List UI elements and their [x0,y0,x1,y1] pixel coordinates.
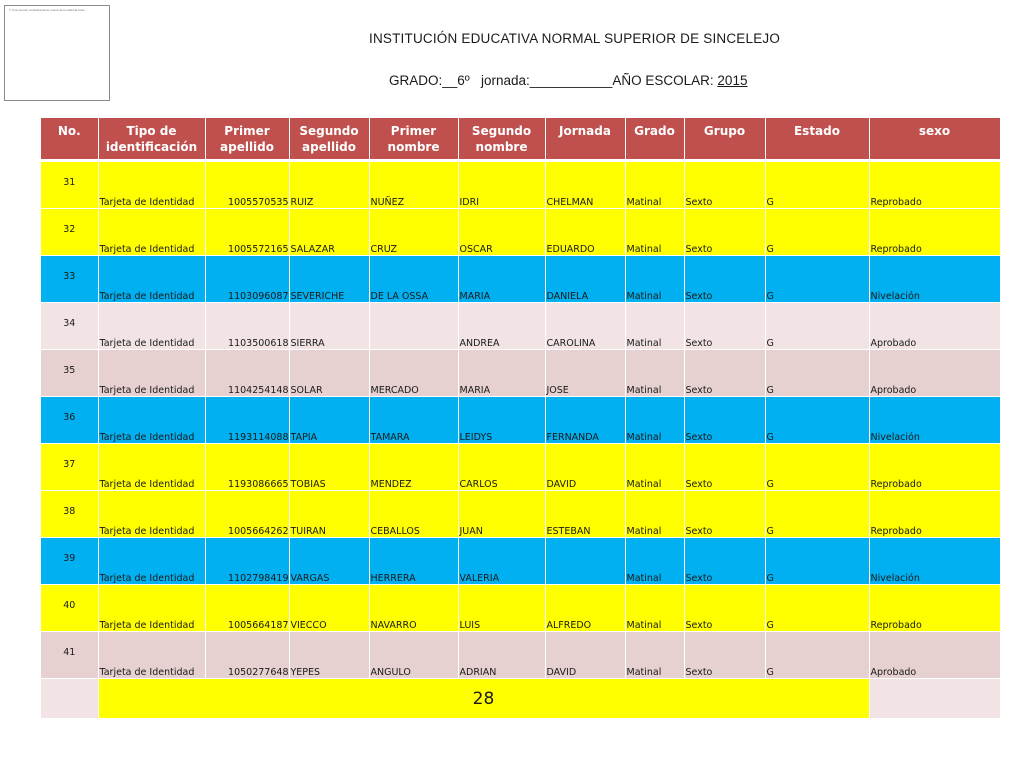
cell-grupo: G [765,397,869,444]
cell-tipo-identificacion: Tarjeta de Identidad [98,397,205,444]
cell-primer-nombre: OSCAR [458,209,545,256]
cell-grupo: G [765,162,869,209]
cell-tipo-identificacion: Tarjeta de Identidad [98,585,205,632]
cell-segundo-nombre: CAROLINA [545,303,625,350]
cell-identificacion: 1005664187 [205,585,289,632]
cell-estado: Nivelación [869,256,1000,303]
cell-grado: Sexto [684,350,765,397]
cell-segundo-nombre: CHELMAN [545,162,625,209]
logo-placeholder [4,5,110,101]
cell-segundo-apellido: TAMARA [369,397,458,444]
cell-grupo: G [765,632,869,679]
cell-identificacion: 1193086665 [205,444,289,491]
student-roster-table [41,118,1001,719]
cell-identificacion: 1005570535 [205,162,289,209]
table-row [41,350,1000,397]
cell-grupo: G [765,585,869,632]
cell-primer-nombre: JUAN [458,491,545,538]
cell-segundo-apellido: NUÑEZ [369,162,458,209]
cell-jornada: Matinal [625,162,684,209]
cell-tipo-identificacion: Tarjeta de Identidad [98,256,205,303]
table-row [41,162,1000,209]
cell-estado: Aprobado [869,350,1000,397]
cell-primer-apellido: SEVERICHE [289,256,369,303]
cell-segundo-nombre: ESTEBAN [545,491,625,538]
cell-no: 41 [41,632,98,679]
cell-segundo-apellido: NAVARRO [369,585,458,632]
cell-segundo-nombre: ALFREDO [545,585,625,632]
cell-estado: Nivelación [869,538,1000,585]
cell-tipo-identificacion: Tarjeta de Identidad [98,444,205,491]
column-header: Grupo [684,118,765,160]
column-header: Segundo nombre [458,118,545,160]
cell-identificacion: 1005664262 [205,491,289,538]
column-header: Segundo apellido [289,118,369,160]
cell-segundo-nombre: DAVID [545,444,625,491]
cell-segundo-nombre: DANIELA [545,256,625,303]
cell-grupo: G [765,350,869,397]
cell-grupo: G [765,491,869,538]
header-row [41,118,1000,160]
cell-no: 31 [41,162,98,209]
cell-tipo-identificacion: Tarjeta de Identidad [98,209,205,256]
cell-primer-nombre: MARIA [458,350,545,397]
cell-no: 34 [41,303,98,350]
table-row [41,632,1000,679]
cell-grado: Sexto [684,162,765,209]
cell-segundo-nombre: DAVID [545,632,625,679]
cell-tipo-identificacion: Tarjeta de Identidad [98,350,205,397]
cell-jornada: Matinal [625,397,684,444]
cell-primer-apellido: VIECCO [289,585,369,632]
table-row [41,491,1000,538]
cell-jornada: Matinal [625,303,684,350]
cell-no: 33 [41,256,98,303]
cell-primer-nombre: CARLOS [458,444,545,491]
cell-estado: Aprobado [869,632,1000,679]
total-blank-cell [41,679,98,719]
cell-grupo: G [765,209,869,256]
cell-primer-nombre: IDRI [458,162,545,209]
cell-primer-apellido: TAPIA [289,397,369,444]
cell-grado: Sexto [684,256,765,303]
cell-segundo-nombre: JOSE [545,350,625,397]
column-header: sexo [869,118,1000,160]
column-header: No. [41,118,98,160]
jornada-value: ___________ [529,73,613,88]
anio-value: 2015 [717,73,748,88]
table-row [41,209,1000,256]
cell-tipo-identificacion: Tarjeta de Identidad [98,491,205,538]
cell-primer-nombre: ANDREA [458,303,545,350]
cell-jornada: Matinal [625,256,684,303]
table-row [41,256,1000,303]
cell-grupo: G [765,303,869,350]
cell-identificacion: 1103096087 [205,256,289,303]
cell-no: 32 [41,209,98,256]
cell-estado: Reprobado [869,209,1000,256]
cell-primer-nombre: MARIA [458,256,545,303]
cell-no: 36 [41,397,98,444]
cell-primer-nombre: ADRIAN [458,632,545,679]
cell-estado: Reprobado [869,585,1000,632]
cell-no: 39 [41,538,98,585]
jornada-label: jornada: [481,73,530,88]
cell-estado: Nivelación [869,397,1000,444]
column-header: Tipo de identificación [98,118,205,160]
cell-grado: Sexto [684,444,765,491]
cell-primer-apellido: SALAZAR [289,209,369,256]
cell-segundo-nombre [545,538,625,585]
cell-grupo: G [765,444,869,491]
grado-value: __6º [442,73,470,88]
grado-label: GRADO: [389,73,443,88]
cell-estado: Reprobado [869,444,1000,491]
cell-grado: Sexto [684,585,765,632]
cell-no: 40 [41,585,98,632]
cell-primer-nombre: LUIS [458,585,545,632]
cell-segundo-nombre: FERNANDA [545,397,625,444]
table-row [41,303,1000,350]
anio-label: AÑO ESCOLAR: [612,73,718,88]
cell-segundo-apellido: HERRERA [369,538,458,585]
cell-tipo-identificacion: Tarjeta de Identidad [98,632,205,679]
table-row [41,538,1000,585]
cell-estado: Reprobado [869,162,1000,209]
table-row [41,444,1000,491]
cell-primer-apellido: SOLAR [289,350,369,397]
cell-grupo: G [765,538,869,585]
cell-grado: Sexto [684,538,765,585]
cell-segundo-apellido: CRUZ [369,209,458,256]
cell-identificacion: 1005572165 [205,209,289,256]
cell-segundo-apellido: MENDEZ [369,444,458,491]
cell-segundo-apellido [369,303,458,350]
cell-primer-apellido: YEPES [289,632,369,679]
cell-primer-apellido: TOBIAS [289,444,369,491]
cell-identificacion: 1050277648 [205,632,289,679]
cell-tipo-identificacion: Tarjeta de Identidad [98,538,205,585]
cell-no: 38 [41,491,98,538]
cell-jornada: Matinal [625,585,684,632]
cell-primer-apellido: VARGAS [289,538,369,585]
column-header: Grado [625,118,684,160]
cell-jornada: Matinal [625,491,684,538]
cell-jornada: Matinal [625,444,684,491]
cell-no: 35 [41,350,98,397]
total-row [41,679,1000,719]
cell-identificacion: 1103500618 [205,303,289,350]
cell-no: 37 [41,444,98,491]
cell-jornada: Matinal [625,350,684,397]
cell-grado: Sexto [684,209,765,256]
table-row [41,585,1000,632]
cell-estado: Aprobado [869,303,1000,350]
cell-segundo-nombre: EDUARDO [545,209,625,256]
total-blank-cell [869,679,1000,719]
total-count: 28 [98,679,869,719]
cell-segundo-apellido: MERCADO [369,350,458,397]
cell-grado: Sexto [684,491,765,538]
cell-tipo-identificacion: Tarjeta de Identidad [98,303,205,350]
page-title: INSTITUCIÓN EDUCATIVA NORMAL SUPERIOR DE SINCELEJO [369,31,781,46]
column-header: Jornada [545,118,625,160]
page-subtitle [389,73,747,88]
cell-jornada: Matinal [625,538,684,585]
cell-tipo-identificacion: Tarjeta de Identidad [98,162,205,209]
cell-estado: Reprobado [869,491,1000,538]
column-header: Primer apellido [205,118,289,160]
table-row [41,397,1000,444]
cell-primer-nombre: VALERIA [458,538,545,585]
cell-grupo: G [765,256,869,303]
cell-segundo-apellido: DE LA OSSA [369,256,458,303]
cell-grado: Sexto [684,632,765,679]
cell-grado: Sexto [684,303,765,350]
column-header: Estado [765,118,869,160]
cell-segundo-apellido: CEBALLOS [369,491,458,538]
cell-identificacion: 1104254148 [205,350,289,397]
cell-primer-apellido: RUIZ [289,162,369,209]
cell-identificacion: 1193114088 [205,397,289,444]
cell-segundo-apellido: ANGULO [369,632,458,679]
cell-jornada: Matinal [625,209,684,256]
cell-primer-apellido: SIERRA [289,303,369,350]
cell-jornada: Matinal [625,632,684,679]
cell-identificacion: 1102798419 [205,538,289,585]
cell-grado: Sexto [684,397,765,444]
logo-caption: © Una versión completamente nueva de la editorial Artes [9,8,85,12]
cell-primer-nombre: LEIDYS [458,397,545,444]
cell-primer-apellido: TUIRAN [289,491,369,538]
column-header: Primer nombre [369,118,458,160]
